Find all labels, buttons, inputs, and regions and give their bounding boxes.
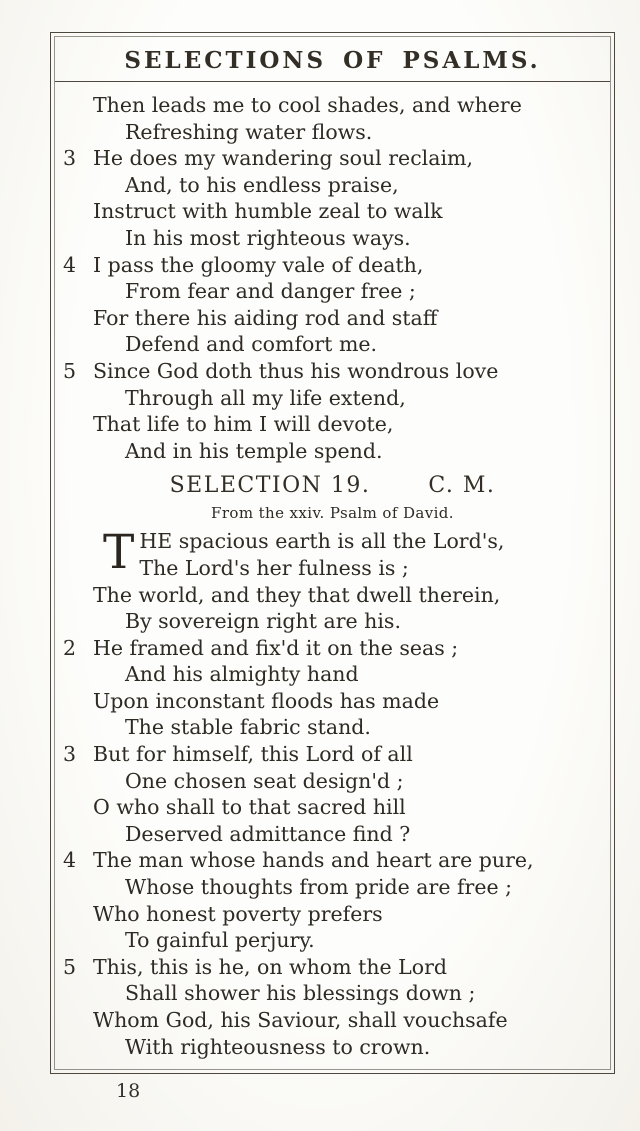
verse-line-text: And in his temple spend. [125, 438, 383, 463]
verse-line-text: O who shall to that sacred hill [93, 795, 406, 820]
verse-line-text: This, this is he, on whom the Lord [93, 954, 448, 979]
verse-line-text: Upon inconstant floods has made [93, 688, 440, 713]
verse-number: 4 [63, 252, 77, 277]
verse-line [59, 635, 606, 662]
verse-line [59, 714, 606, 741]
verse-line-text: The stable fabric stand. [125, 715, 371, 740]
verse-line [59, 954, 606, 981]
verse-line [59, 688, 606, 715]
selection-heading [59, 472, 606, 500]
verse-line [59, 901, 606, 928]
verse-number: 4 [63, 848, 77, 873]
verse-line-text: Through all my life extend, [125, 385, 406, 410]
verse-line [59, 768, 606, 795]
verse-line [59, 1007, 606, 1034]
verse-line-text: To gainful perjury. [125, 928, 315, 953]
verse-line-text: The world, and they that dwell therein, [93, 582, 501, 607]
verse-line [103, 528, 606, 555]
verse-line [59, 661, 606, 688]
verse-line-text: Shall shower his blessings down ; [125, 981, 476, 1006]
verse-line-text: But for himself, this Lord of all [93, 742, 413, 767]
page-title: SELECTIONS OF PSALMS. [124, 47, 541, 74]
verse-line-text: I pass the gloomy vale of death, [93, 252, 424, 277]
verse-line-text: From fear and danger free ; [125, 279, 416, 304]
verse-line [59, 411, 606, 438]
verse-line-text: For there his aiding rod and staff [93, 305, 438, 330]
verse-line-text: Deserved admittance find ? [125, 821, 411, 846]
verse-line [59, 608, 606, 635]
verse-line-text: And his almighty hand [125, 662, 359, 687]
verse-number: 3 [63, 742, 77, 767]
verse-line-text: And, to his endless praise, [125, 172, 399, 197]
verse-line [59, 305, 606, 332]
page-number: 18 [116, 1080, 141, 1102]
verse-line [59, 331, 606, 358]
verse-line [59, 145, 606, 172]
verse-line-text: Then leads me to cool shades, and where [93, 93, 522, 117]
verse-line [59, 198, 606, 225]
verse-line [59, 980, 606, 1007]
verse-line-text: Refreshing water flows. [125, 119, 373, 144]
selection-title: SELECTION 19. [169, 473, 371, 499]
verse-line-text: By sovereign right are his. [125, 609, 401, 634]
verse-line-text: Defend and comfort me. [125, 332, 378, 357]
verse-line [59, 438, 606, 465]
verse-line [59, 847, 606, 874]
verse-line-text: With righteousness to crown. [125, 1034, 431, 1059]
verse-line [59, 119, 606, 146]
verse-line [103, 555, 606, 582]
verse-line [59, 172, 606, 199]
verse-line [59, 92, 606, 119]
verse-line-text: HE spacious earth is all the Lord's, [139, 529, 505, 554]
drop-cap-group [103, 528, 606, 581]
verse-line [59, 927, 606, 954]
verse-line [59, 358, 606, 385]
verse-line-text: In his most righteous ways. [125, 225, 411, 250]
verse-line-text: He framed and fix'd it on the seas ; [93, 635, 459, 660]
verse-number: 5 [63, 954, 77, 979]
verse-line-text: Whose thoughts from pride are free ; [125, 875, 513, 900]
verse-line [59, 278, 606, 305]
verse-line [59, 821, 606, 848]
verse-line-text: Since God doth thus his wondrous love [93, 358, 499, 383]
verse-line [59, 582, 606, 609]
drop-cap: T [103, 528, 135, 581]
verse-line [59, 385, 606, 412]
verse-line [59, 874, 606, 901]
verse-line-text: Whom God, his Saviour, shall vouchsafe [93, 1008, 508, 1032]
psalm-text [55, 82, 610, 1060]
verse-line [59, 741, 606, 768]
verse-line-text: Instruct with humble zeal to walk [93, 199, 443, 224]
verse-line-text: Who honest poverty prefers [93, 901, 383, 926]
psalm-source: From the xxiv. Psalm of David. [211, 504, 454, 523]
verse-line [59, 794, 606, 821]
selection-meter: C. M. [428, 473, 496, 499]
verse-number: 3 [63, 146, 77, 171]
verse-line-text: The Lord's her fulness is ; [139, 555, 409, 580]
verse-line-text: That life to him I will devote, [93, 412, 394, 437]
verse-line [59, 252, 606, 279]
verse-number: 5 [63, 358, 77, 383]
verse-line-text: The man whose hands and heart are pure, [93, 848, 534, 873]
verse-number: 2 [63, 635, 77, 660]
page-border-frame [50, 32, 615, 1074]
verse-line-text: One chosen seat design'd ; [125, 768, 404, 793]
verse-line [59, 1034, 606, 1061]
page-border-inner-rule [54, 36, 611, 1070]
verse-line [59, 225, 606, 252]
verse-line-text: He does my wandering soul reclaim, [93, 146, 473, 171]
